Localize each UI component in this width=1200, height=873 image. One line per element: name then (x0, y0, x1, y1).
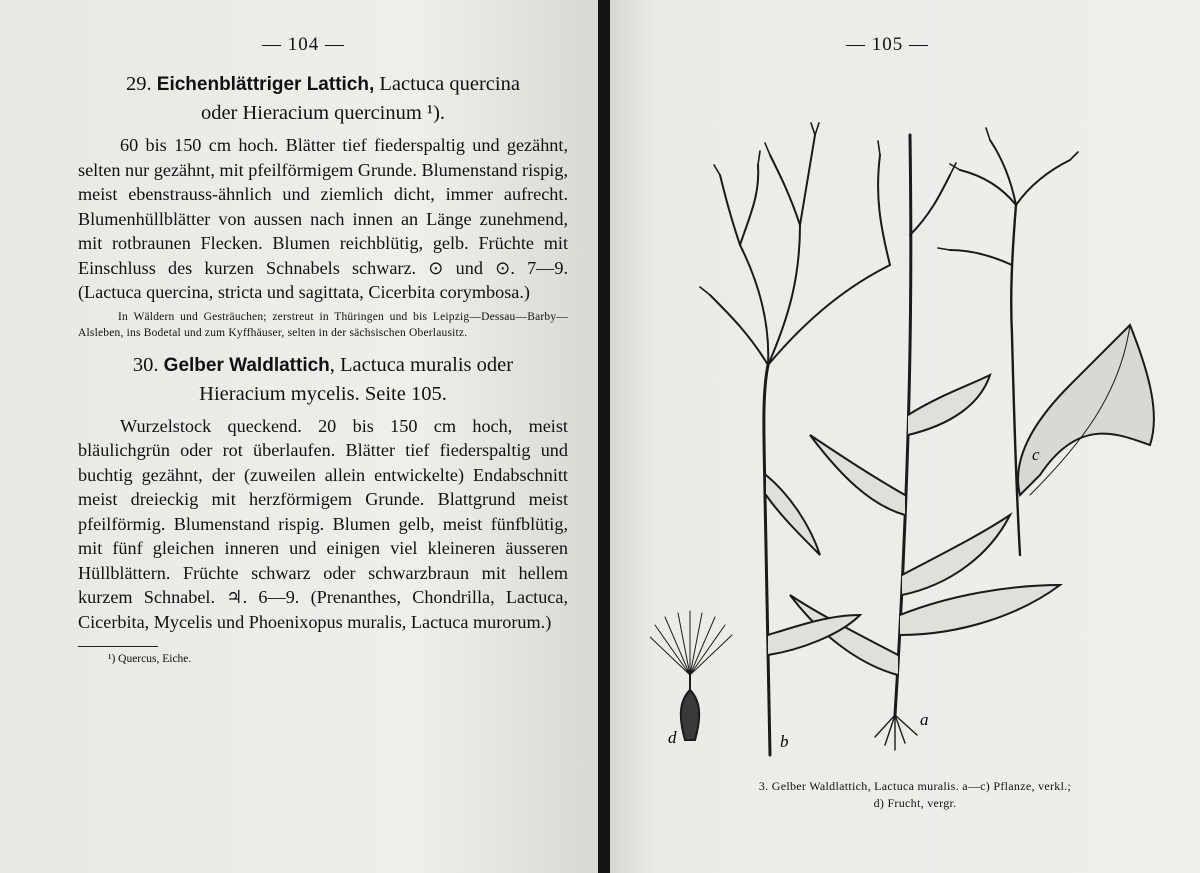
page-number-right: — 105 — (846, 34, 929, 55)
entry-29-body: 60 bis 150 cm hoch. Blätter tief fiederspaltig und gezähnt, selten nur gezähnt, mit pfeilförmigem Grunde. Blumenstand rispig, meist ebenstrauss-ähnlich und ziemlich dicht, immer aufrecht. Blumenhüllblätter von aussen nach innen an Länge zunehmend, mit rotbraunen Flecken. Blumen reichblütig, gelb. Früchte mit Einschluss des kurzen Schnabels schwarz. ⊙ und ⊙. 7—9. (Lactuca quercina, stricta und sagittata, Cicerbita corymbosa.) (78, 135, 568, 302)
entry-29-number: 29. (126, 73, 152, 95)
entry-29-habitat: In Wäldern und Gesträuchen; zerstreut in Thüringen und bis Leipzig—Dessau—Barby—Alsleben, ins Bodetal und zum Kyffhäuser, selten in der sächsischen Oberlausitz. (78, 310, 568, 339)
caption-line-1: 3. Gelber Waldlattich, Lactuca muralis. a—c) Pflanze, verkl.; (758, 779, 1072, 793)
entry-29-heading (78, 70, 568, 127)
entry-29-latin-1: Lactuca quercina (379, 73, 520, 95)
page-number-left: — 104 — (262, 34, 345, 55)
footnote: ¹) Quercus, Eiche. (108, 653, 192, 665)
entry-30-latin-1: , Lactuca muralis oder (329, 353, 514, 376)
entry-30-heading (78, 351, 568, 408)
entry-30-name: Gelber Waldlattich (163, 354, 330, 376)
figure-caption (670, 778, 1160, 812)
entry-30-number: 30. (132, 353, 159, 376)
footnote-rule (78, 646, 158, 647)
figure-label-a: a (920, 710, 929, 729)
plant-illustration (650, 115, 1170, 765)
figure-label-b: b (780, 732, 789, 751)
entry-30-latin-2: Hieracium mycelis. Seite 105. (199, 382, 447, 405)
left-text-block (78, 70, 568, 665)
entry-29-latin-2: oder Hieracium quercinum ¹). (200, 102, 446, 124)
entry-29-name: Eichenblättriger Lattich, (156, 74, 375, 95)
figure-label-d: d (668, 728, 677, 747)
entry-30-body: Wurzelstock queckend. 20 bis 150 cm hoch, meist bläulichgrün oder rot überlaufen. Blätter tief fiederspaltig und buchtig gezähnt, der (zuweilen allein entwickelte) Endabschnitt meist dreieckig mit herzförmigem Grunde. Blattgrund meist pfeilförmig. Blumenstand rispig. Blumen gelb, meist fünfblütig, mit fünf gleichen inneren und einigen viel kleineren äusseren Hüllblättern. Früchte schwarz oder schwarzbraun mit hellem kurzem Schnabel. ♃. 6—9. (Prenanthes, Chondrilla, Lactuca, Cicerbita, Mycelis und Phoenixopus muralis, Lactuca murorum.) (78, 415, 568, 632)
caption-line-2: d) Frucht, vergr. (873, 796, 957, 810)
figure-label-c: c (1032, 445, 1040, 464)
right-page (610, 0, 1200, 873)
